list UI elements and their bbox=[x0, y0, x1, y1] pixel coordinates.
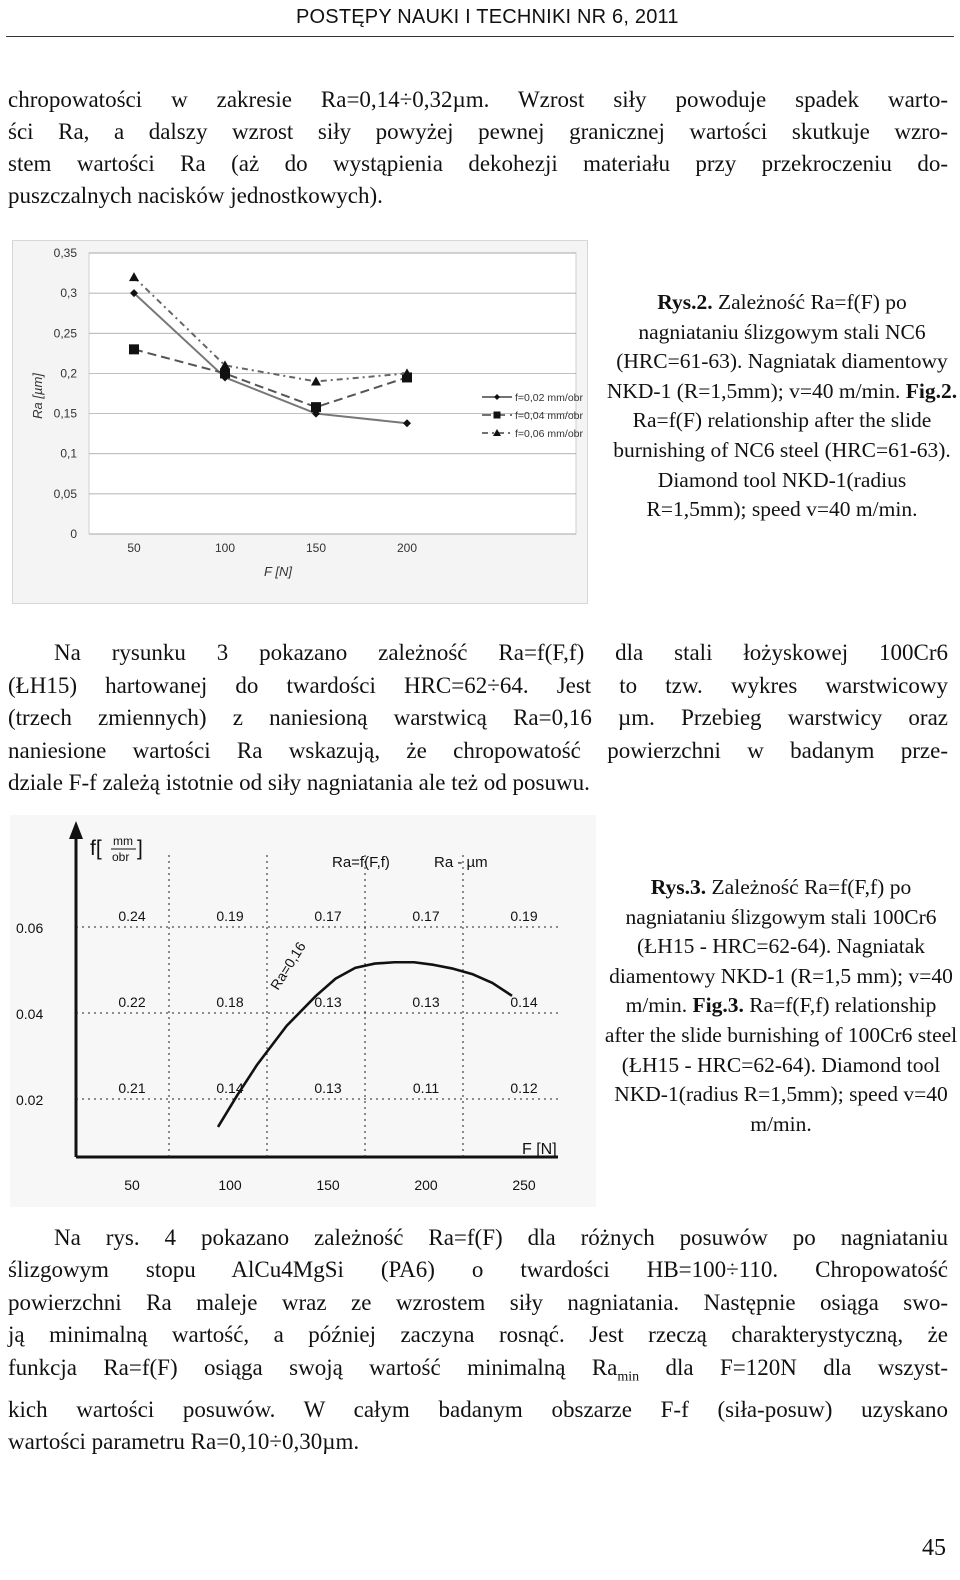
caption-label-en: Fig.2. bbox=[905, 378, 958, 403]
cell-value: 0.12 bbox=[510, 1080, 538, 1096]
y-tick-label: 0,3 bbox=[60, 286, 77, 301]
x-tick-label: 150 bbox=[305, 541, 327, 555]
legend-entry: f=0,06 mm/obr bbox=[515, 428, 583, 440]
cell-value: 0.21 bbox=[118, 1080, 146, 1096]
cell-value: 0.13 bbox=[314, 1080, 342, 1096]
caption-text-pl: Zależność Ra=f(F) po nagniataniu ślizgowym stali NC6 (HRC=61-63). Nagniatak diamentowy NKD-1 (R=1,5mm); v=40 m/min. bbox=[606, 290, 948, 403]
paragraph-line: ści Ra, a dalszy wzrost siły powyżej pewnej granicznej wartości skutkuje wzro- bbox=[8, 119, 948, 144]
y-tick-label: 0,35 bbox=[53, 246, 77, 260]
y-axis-label-denominator: obr bbox=[112, 850, 130, 864]
paragraph-line: wartości parametru Ra=0,10÷0,30µm. bbox=[8, 1429, 360, 1455]
line-text: dla F=120N dla wszyst- bbox=[639, 1354, 948, 1380]
y-axis-label-numerator: mm bbox=[113, 834, 133, 848]
paragraph-line: ją minimalną wartość, a później zaczyna rosnąć. Jest rzeczą charakterystyczną, że bbox=[8, 1322, 948, 1348]
y-tick-label: 0,15 bbox=[53, 406, 77, 421]
paragraph-line: chropowatości w zakresie Ra=0,14÷0,32µm. Wzrost siły powoduje spadek warto- bbox=[8, 87, 948, 112]
cell-value: 0.17 bbox=[314, 908, 342, 924]
paragraph-line: ślizgowym stopu AlCu4MgSi (PA6) o twardości HB=100÷110. Chropowatość bbox=[8, 1257, 948, 1283]
paragraph-1 bbox=[8, 84, 948, 212]
caption-text-en: Ra=f(F) relationship after the slide burnishing of NC6 steel (HRC=61-63). Diamond tool NKD-1(radius R=1,5mm); speed v=40 m/min. bbox=[613, 408, 951, 522]
caption-text-en: Ra=f(F,f) relationship after the slide burnishing of 100Cr6 steel (ŁH15 - HRC=62-64). Diamond tool NKD-1(radius R=1,5mm); speed v=40 m/min. bbox=[604, 993, 958, 1136]
figure-2-caption bbox=[606, 288, 958, 525]
x-tick-label: 200 bbox=[396, 541, 418, 555]
cell-value: 0.19 bbox=[216, 908, 244, 924]
y-tick-label: 0.02 bbox=[16, 1092, 44, 1108]
cell-value: 0.13 bbox=[314, 994, 342, 1010]
data-point-square bbox=[129, 344, 139, 354]
running-header bbox=[0, 2, 960, 36]
y-tick-label: 0 bbox=[70, 527, 77, 541]
paragraph-line bbox=[8, 1352, 948, 1394]
y-tick-label: 0,1 bbox=[60, 446, 77, 461]
paragraph-line: Na rysunku 3 pokazano zależność Ra=f(F,f) dla stali łożyskowej 100Cr6 bbox=[54, 640, 948, 665]
caption-label-en: Fig.3. bbox=[692, 993, 744, 1018]
paragraph-3 bbox=[8, 1222, 948, 1458]
y-tick-label: 0.04 bbox=[16, 1006, 44, 1022]
y-axis-label: Ra [µm] bbox=[30, 373, 45, 419]
figure-3 bbox=[10, 815, 596, 1207]
x-axis-label: F [N] bbox=[264, 564, 292, 579]
caption-text-pl: Zależność Ra=f(F,f) po nagniataniu ślizgowym stali 100Cr6 (ŁH15 - HRC=62-64). Nagniatak diamentowy NKD-1 (R=1,5 mm); v=40 m/min. bbox=[609, 875, 953, 1018]
paragraph-line: kich wartości posuwów. W całym badanym obszarze F-f (siła-posuw) uzyskano bbox=[8, 1396, 948, 1422]
cell-value: 0.14 bbox=[216, 1080, 244, 1096]
data-point-square bbox=[220, 368, 230, 378]
paragraph-line: dziale F-f zależą istotnie od siły nagniatania ale też od posuwu. bbox=[8, 770, 590, 795]
chart-title-left: Ra=f(F,f) bbox=[332, 854, 390, 871]
plot-area bbox=[89, 253, 576, 534]
y-tick-label: 0,2 bbox=[60, 366, 77, 381]
x-tick-label: 100 bbox=[218, 1177, 242, 1193]
paragraph-line: powierzchni Ra maleje wraz ze wzrostem siły nagniatania. Następnie osiąga swo- bbox=[8, 1289, 948, 1315]
data-point-square bbox=[311, 402, 321, 412]
line-text: funkcja Ra=f(F) osiąga swoją wartość minimalną Ra bbox=[8, 1354, 618, 1380]
legend-entry: f=0,02 mm/obr bbox=[515, 392, 583, 404]
x-tick-label: 100 bbox=[214, 541, 236, 555]
y-axis-label: f[ bbox=[90, 837, 102, 860]
cell-value: 0.19 bbox=[510, 908, 538, 924]
page-number: 45 bbox=[922, 1535, 946, 1561]
x-tick-label: 50 bbox=[124, 1177, 140, 1193]
y-tick-label: 0,05 bbox=[53, 486, 77, 501]
paragraph-line: puszczalnych nacisków jednostkowych). bbox=[8, 183, 383, 208]
x-axis-label: F [N] bbox=[522, 1141, 557, 1158]
chart-title-right: Ra - µm bbox=[434, 854, 488, 871]
cell-value: 0.22 bbox=[118, 994, 146, 1010]
y-axis-label: ] bbox=[137, 837, 143, 860]
contour-label: Ra=0,16 bbox=[266, 938, 309, 993]
subscript-min: min bbox=[617, 1369, 640, 1385]
figure-2-line-chart bbox=[12, 240, 588, 604]
cell-value: 0.14 bbox=[510, 994, 538, 1010]
x-tick-label: 150 bbox=[316, 1177, 340, 1193]
y-tick-label: 0,25 bbox=[53, 326, 77, 341]
legend-entry: f=0,04 mm/obr bbox=[515, 410, 583, 422]
x-tick-label: 200 bbox=[414, 1177, 438, 1193]
x-tick-label: 50 bbox=[127, 541, 141, 555]
paragraph-line: (ŁH15) hartowanej do twardości HRC=62÷64. Jest to tzw. wykres warstwicowy bbox=[8, 672, 948, 698]
cell-value: 0.18 bbox=[216, 994, 244, 1010]
figure-3-contour-chart bbox=[10, 815, 596, 1207]
caption-label-pl: Rys.3. bbox=[650, 875, 707, 899]
figure-3-caption bbox=[604, 873, 958, 1139]
cell-value: 0.13 bbox=[412, 994, 440, 1010]
paragraph-2 bbox=[8, 637, 948, 800]
cell-value: 0.11 bbox=[412, 1080, 440, 1096]
figure-background bbox=[10, 815, 596, 1207]
figure-2 bbox=[12, 240, 588, 604]
paragraph-line: (trzech zmiennych) z naniesioną warstwicą Ra=0,16 µm. Przebieg warstwicy oraz bbox=[8, 705, 948, 730]
journal-title: POSTĘPY NAUKI I TECHNIKI NR 6, 2011 bbox=[296, 6, 679, 28]
cell-value: 0.24 bbox=[118, 908, 146, 924]
y-tick-label: 0.06 bbox=[16, 920, 44, 936]
paragraph-line: stem wartości Ra (aż do wystąpienia dekohezji materiału przy przekroczeniu do- bbox=[8, 151, 948, 176]
cell-value: 0.17 bbox=[412, 908, 440, 924]
x-tick-label: 250 bbox=[512, 1177, 536, 1193]
header-rule bbox=[6, 36, 954, 37]
caption-label-pl: Rys.2. bbox=[657, 290, 713, 314]
legend-marker bbox=[494, 412, 501, 419]
paragraph-line: naniesione wartości Ra wskazują, że chropowatość powierzchni w badanym prze- bbox=[8, 737, 948, 763]
paragraph-line: Na rys. 4 pokazano zależność Ra=f(F) dla różnych posuwów po nagniataniu bbox=[54, 1225, 948, 1250]
